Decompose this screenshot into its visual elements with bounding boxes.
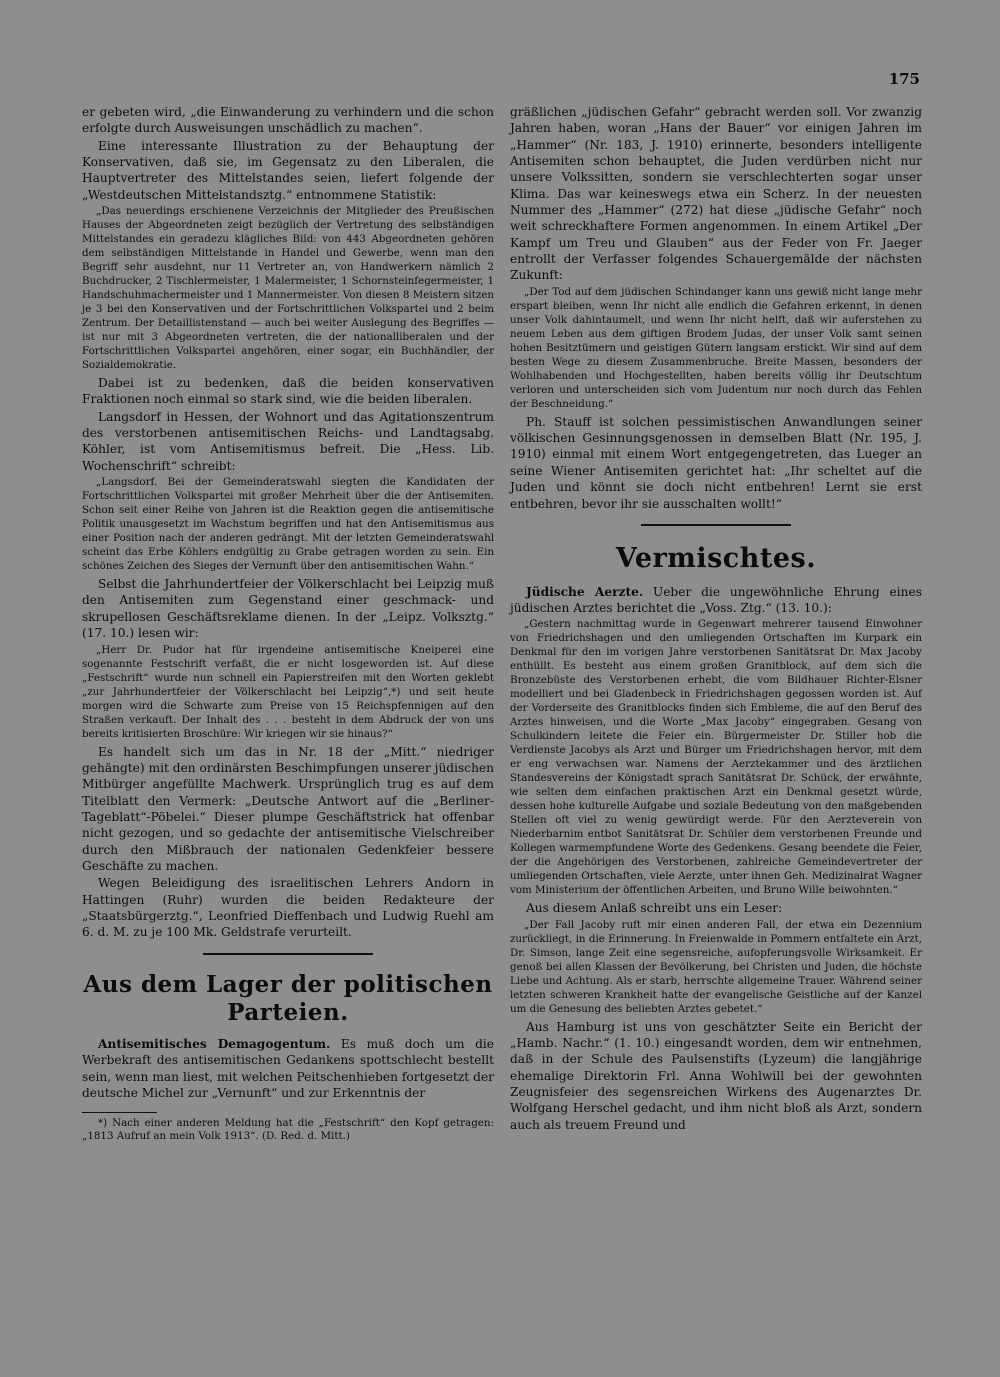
quotation: „Das neuerdings erschienene Verzeichnis der Mitglieder des Preußischen Hauses der Abgeordneten zeigt bezüglich der Vertretung des selbständigen Mittelstandes ein geradezu klägliches Bild: von 443 Abgeordneten gehören dem selbständigen Mittelstande in Handel und Gewerbe, wenn man den Begriff sehr ausdehnt, nur 11 Vertreter an, von Handwerkern nämlich 2 Buchdrucker, 2 Tischlermeister, 1 Malermeister, 1 Schornsteinfegermeister, 1 Handschuhmachermeister und 1 Mannermeister. Von diesen 8 Meistern sitzen je 3 bei den Konservativen und der Fortschrittlichen Volkspartei und 2 beim Zentrum. Der Detaillistenstand — auch bei weiter Auslegung des Begriffes — ist nur mit 3 Abgeordneten vertreten, die der nationalliberalen und der Fortschrittlichen Volkspartei angehören, einer sogar, ein Buchhändler, der Sozialdemokratie. xyxy=(82,205,494,372)
paragraph: Langsdorf in Hessen, der Wohnort und das Agitationszentrum des verstorbenen antisemitischen Reichs- und Landtagsabg. Köhler, ist vom Antisemitismus befreit. Die „Hess. Lib. Wochenschrift“ schreibt: xyxy=(82,409,494,473)
left-column xyxy=(82,104,494,1145)
quotation: „Langsdorf. Bei der Gemeinderatswahl siegten die Kandidaten der Fortschrittlichen Volkspartei mit großer Mehrheit über die der Antisemiten. Schon seit einer Reihe von Jahren ist die Reaktion gegen die antisemitische Politik unausgesetzt im Wachstum begriffen und hat den Antisemitismus aus einer Position nach der anderen gedrängt. Mit der letzten Gemeinderatswahl scheint das Erbe Köhlers endgültig zu Grabe getragen worden zu sein. Ein schönes Zeichen des Sieges der Vernunft über den antisemitischen Wahn.“ xyxy=(82,476,494,573)
paragraph: er gebeten wird, „die Einwanderung zu verhindern und die schon erfolgte durch Ausweisungen unschädlich zu machen“. xyxy=(82,105,494,136)
paragraph: Es handelt sich um das in Nr. 18 der „Mitt.“ niedriger gehängte) mit den ordinärsten Beschimpfungen unserer jüdischen Mitbürger angefüllte Machwerk. Ursprünglich trug es auf dem Titelblatt den Vermerk: „Deutsche Antwort auf die „Berliner-Tageblatt“-Pöbelei.“ Dieser plumpe Geschäftstrick hat offenbar nicht gezogen, und so gedachte der antisemitische Vielschreiber durch den Mißbrauch der nationalen Gedenkfeier bessere Geschäfte zu machen. xyxy=(82,744,494,873)
footnote: *) Nach einer anderen Meldung hat die „Festschrift“ den Kopf getragen: „1813 Aufruf an mein Volk 1913“. (D. Red. d. Mitt.) xyxy=(82,1116,494,1143)
paragraph: Eine interessante Illustration zu der Behauptung der Konservativen, daß sie, im Gegensatz zu den Liberalen, die Hauptvertreter des Mittelstandes seien, liefert folgende der „Westdeutschen Mittelstandsztg.“ entnommene Statistik: xyxy=(82,138,494,202)
page-number: 175 xyxy=(888,70,920,88)
section-divider xyxy=(641,524,791,526)
footnote-divider xyxy=(82,1112,157,1113)
paragraph: Dabei ist zu bedenken, daß die beiden konservativen Fraktionen noch einmal so stark sind, wie die beiden liberalen. xyxy=(82,376,494,407)
section-heading: Vermischtes. xyxy=(615,542,817,574)
paragraph: Ph. Stauff ist solchen pessimistischen Anwandlungen seiner völkischen Gesinnungsgenossen in demselben Blatt (Nr. 195, J. 1910) einmal mit einem Wort entgegengetreten, das Lueger an seine Wiener Antisemiten gerichtet hat: „Ihr scheltet auf die Juden und könnt sie doch nicht entbehren! Lernt sie erst entbehren, bevor ihr sie ausschalten wollt!“ xyxy=(510,414,922,511)
quotation: „Gestern nachmittag wurde in Gegenwart mehrerer tausend Einwohner von Friedrichshagen und den umliegenden Ortschaften im Kurpark ein Denkmal für den im vorigen Jahre verstorbenen Sanitätsrat Dr. Max Jacoby enthüllt. Es besteht aus einem großen Granitblock, auf dem sich die Bronzebüste des Verstorbenen erhebt, die vom Bildhauer Richter-Elsner modelliert und bei Gladenbeck in Friedrichshagen gegossen worden ist. Auf der Vorderseite des Granitblocks finden sich Embleme, die auf den Beruf des Arztes hinweisen, und die Worte „Max Jacoby“ eingegraben. Gesang von Schulkindern leitete die Feier ein. Bürgermeister Dr. Stiller hob die Verdienste Jacobys als Arzt und Bürger um Friedrichshagen hervor, mit dem er eng verwachsen war. Namens der Aerztekammer und des ärztlichen Standesvereins der Königstadt sprach Sanitätsrat Dr. Schück, der erwähnte, wie selten dem einfachen praktischen Arzt ein Denkmal gesetzt würde, dessen hohe kulturelle Aufgabe und soziale Bedeutung von den maßgebenden Stellen oft viel zu wenig gewürdigt werde. Für den Aerzteverein von Niederbarnim entbot Sanitätsrat Dr. Schüler dem verstorbenen Freunde und Kollegen warmempfundene Worte des Gedenkens. Gesang beendete die Feier, der die Angehörigen des Verstorbenen, zahlreiche Gemeindevertreter der umliegenden Ortschaften, viele Aerzte, unter ihnen Geh. Medizinalrat Wagner vom Ministerium der öffentlichen Arbeiten, und Bruno Wille beiwohnten.“ xyxy=(510,618,922,897)
paragraph: Wegen Beleidigung des israelitischen Lehrers Andorn in Hattingen (Ruhr) wurden die beiden Redakteure der „Staatsbürgerztg.“, Leonfried Dieffenbach und Ludwig Ruehl am 6. d. M. zu je 100 Mk. Geldstrafe verurteilt. xyxy=(82,876,494,940)
quotation: „Der Fall Jacoby ruft mir einen anderen Fall, der etwa ein Dezennium zurückliegt, in die Erinnerung. In Freienwalde in Pommern entfaltete ein Arzt, Dr. Simson, lange Zeit eine segensreiche, aufopferungsvolle Wirksamkeit. Er genoß bei allen Klassen der Bevölkerung, bei Christen und Juden, die höchste Liebe und Achtung. Als er starb, herrschte allgemeine Trauer. Während seiner letzten schweren Krankheit hatte der evangelische Geistliche auf der Kanzel um die Genesung des beliebten Arztes gebetet.“ xyxy=(510,918,922,1015)
paragraph: gräßlichen „jüdischen Gefahr“ gebracht werden soll. Vor zwanzig Jahren haben, woran „Hans der Bauer“ vor einigen Jahren im „Hammer“ (Nr. 183, J. 1910) erinnerte, besonders intelligente Antisemiten schon behauptet, die Juden verdürben nicht nur unsere Volkssitten, sondern sie verschlechterten sogar unser Klima. Das war keineswegs etwa ein Scherz. In der neuesten Nummer des „Hammer“ (272) hat diese „jüdische Gefahr“ noch weit schreckhaftere Formen angenommen. In einem Artikel „Der Kampf um Treu und Glauben“ aus der Feder von Fr. Jaeger entrollt der Verfasser folgendes Schauergemälde der nächsten Zukunft: xyxy=(510,105,922,283)
right-column xyxy=(510,104,922,1134)
section-heading: Aus dem Lager der politischen Parteien. xyxy=(83,970,493,1027)
runin-heading: Jüdische Aerzte. xyxy=(526,584,644,599)
paragraph: Selbst die Jahrhundertfeier der Völkerschlacht bei Leipzig muß den Antisemiten zum Gegenstand einer geschmack- und skrupellosen Geschäftsreklame dienen. In der „Leipz. Volksztg.“ (17. 10.) lesen wir: xyxy=(82,577,494,641)
paragraph: Aus diesem Anlaß schreibt uns ein Leser: xyxy=(526,901,783,916)
paragraph-text: Ueber die ungewöhnliche Ehrung eines jüdischen Arztes berichtet die „Voss. Ztg.“ (13. 10.): xyxy=(510,584,922,615)
runin-heading: Antisemitisches Demagogentum. xyxy=(98,1037,331,1052)
paragraph-text: Es muß doch um die Werbekraft des antisemitischen Gedankens spottschlecht bestellt sein, wenn man liest, mit welchen Peitschenhieben fortgesetzt der deutsche Michel zur „Vernunft“ und zur Erkenntnis der xyxy=(82,1037,495,1101)
quotation: „Herr Dr. Pudor hat für irgendeine antisemitische Kneiperei eine sogenannte Festschrift verfaßt, die er nicht losgeworden ist. Auf diese „Festschrift“ wurde nun schnell ein Papierstreifen mit den Worten geklebt „zur Jahrhundertfeier der Völkerschlacht bei Leipzig“,*) und seit heute morgen wird die Schwarte zum Preise von 15 Reichspfennigen auf den Straßen verkauft. Der Inhalt des . . . besteht in dem Abdruck der von uns bereits kritisierten Broschüre: Wir kriegen wir sie hinaus?“ xyxy=(82,643,494,740)
quotation: „Der Tod auf dem jüdischen Schindanger kann uns gewiß nicht lange mehr erspart bleiben, wenn Ihr nicht alle endlich die Gefahren erkennt, in denen unser Volk dahintaumelt, und wenn Ihr nicht helft, daß wir auferstehen zu neuem Leben aus dem giftigen Brodem Judas, der unser Volk samt seinen hohen Besitztümern und geistigen Gütern langsam erstickt. Wir sind auf dem besten Wege zu diesem Zusammenbruche. Breite Massen, besonders der Wohlhabenden und Hochgestellten, haben bereits völlig ihr Deutschtum verloren und unterscheiden sich vom Judentum nur noch durch das Fehlen der Beschneidung.“ xyxy=(510,285,922,410)
section-divider xyxy=(203,953,373,955)
paragraph: Aus Hamburg ist uns von geschätzter Seite ein Bericht der „Hamb. Nachr.“ (1. 10.) eingesandt worden, dem wir entnehmen, daß in der Schule des Paulsenstifts (Lyzeum) die langjährige ehemalige Direktorin Frl. Anna Wohlwill bei der gewohnten Zeugnisfeier des segensreichen Wirkens des Augenarztes Dr. Wolfgang Herschel gedacht, und ihm nicht bloß als Arzt, sondern auch als treuem Freund und xyxy=(510,1019,922,1132)
